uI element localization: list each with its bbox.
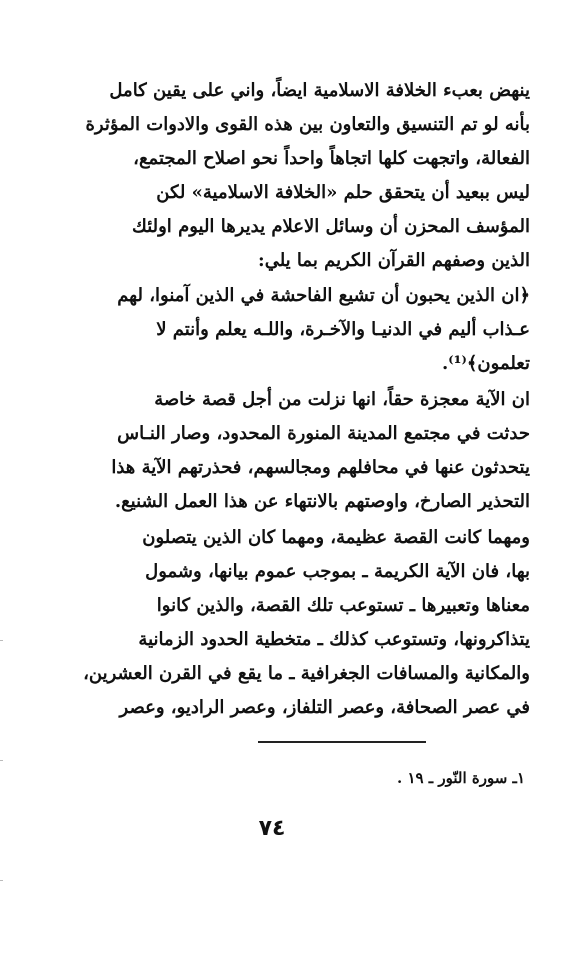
text-line: التحذير الصارخ، واوصتهم بالانتهاء عن هذا العمل الشنيع. xyxy=(114,491,530,512)
verse-line: تعلمون﴾⁽¹⁾. xyxy=(441,353,530,374)
verse-line: ﴿ان الذين يحبون أن تشيع الفاحشة في الذين آمنوا، لهم xyxy=(117,285,530,306)
text-line: والمكانية والمسافات الجغرافية ـ ما يقع في القرن العشرين، xyxy=(83,663,530,684)
text-line: الفعالة، واتجهت كلها اتجاهاً واحداً نحو اصلاح المجتمع، xyxy=(133,148,530,169)
verse-line: عـذاب أليم في الدنيـا والآخـرة، واللـه يعلم وأنتم لا xyxy=(156,319,530,340)
quran-verse-quote xyxy=(60,279,530,381)
text-line: ان الآية معجزة حقاً، انها نزلت من أجل قصة خاصة xyxy=(154,389,530,410)
paragraph-1 xyxy=(60,74,530,278)
text-line: في عصر الصحافة، وعصر التلفاز، وعصر الراديو، وعصر xyxy=(119,697,530,718)
scan-edge-mark xyxy=(0,640,3,641)
text-line: بأنه لو تم التنسيق والتعاون بين هذه القوى والادوات المؤثرة xyxy=(85,114,530,135)
page-number: ٧٤ xyxy=(258,816,286,841)
text-line: بها، فان الآية الكريمة ـ بموجب عموم بيانها، وشمول xyxy=(145,561,530,582)
text-line: المؤسف المحزن أن وسائل الاعلام يديرها اليوم اولئك xyxy=(132,216,530,237)
footnote: ١ـ سورة النّور ـ ١٩ . xyxy=(397,769,525,787)
text-line: ومهما كانت القصة عظيمة، ومهما كان الذين يتصلون xyxy=(142,527,530,548)
text-line: حدثت في مجتمع المدينة المنورة المحدود، وصار النـاس xyxy=(117,423,530,444)
text-line: يتحدثون عنها في محافلهم ومجالسهم، فحذرتهم الآية هذا xyxy=(111,457,530,478)
text-line: ينهض بعبء الخلافة الاسلامية ايضاً، واني على يقين كامل xyxy=(109,80,530,101)
text-line: يتذاكرونها، وتستوعب كذلك ـ متخطية الحدود الزمانية xyxy=(138,629,530,650)
scan-edge-mark xyxy=(0,880,3,881)
text-line: الذين وصفهم القرآن الكريم بما يلي: xyxy=(258,250,530,271)
footnote-separator xyxy=(258,741,426,743)
paragraph-3 xyxy=(60,521,530,725)
text-line: ليس ببعيد أن يتحقق حلم «الخلافة الاسلامية» لكن xyxy=(156,182,530,203)
scan-edge-mark xyxy=(0,760,3,761)
paragraph-2 xyxy=(60,383,530,519)
text-line: معناها وتعبيرها ـ تستوعب تلك القصة، والذين كانوا xyxy=(156,595,530,616)
